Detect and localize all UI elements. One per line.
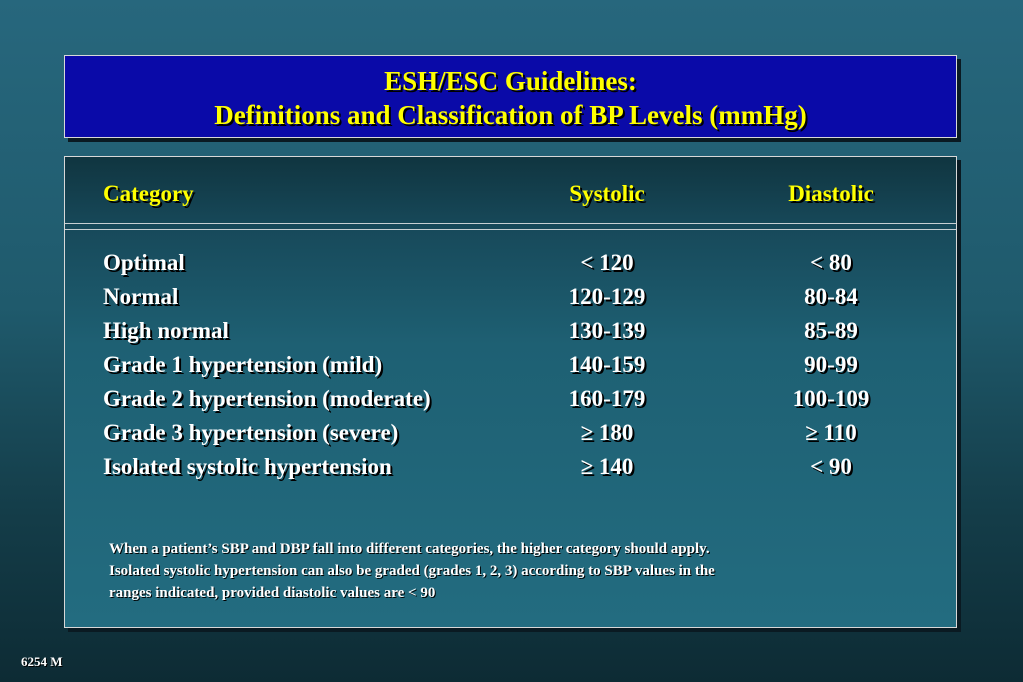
- row-systolic: < 120: [580, 250, 634, 275]
- header-divider-top: [65, 223, 956, 224]
- table-row: [65, 280, 956, 314]
- table-row: [65, 416, 956, 450]
- title-line-2: Definitions and Classification of BP Levels (mmHg): [214, 100, 807, 130]
- row-category: Grade 2 hypertension (moderate): [103, 386, 431, 411]
- row-category: High normal: [103, 318, 229, 343]
- row-diastolic: 80-84: [804, 284, 858, 309]
- header-diastolic: Diastolic: [788, 181, 874, 206]
- row-systolic: 130-139: [568, 318, 646, 343]
- slide-id: 6254 M: [21, 654, 63, 669]
- table-row: [65, 246, 956, 280]
- footnote: [109, 538, 899, 604]
- header-divider-bottom: [65, 229, 956, 230]
- title-line-1: ESH/ESC Guidelines:: [384, 66, 637, 96]
- table-row: [65, 450, 956, 484]
- header-systolic: Systolic: [569, 181, 645, 206]
- classification-table: [64, 156, 957, 628]
- header-category: Category: [103, 181, 194, 206]
- row-diastolic: ≥ 110: [805, 420, 857, 445]
- row-diastolic: 100-109: [792, 386, 870, 411]
- footnote-line-2: Isolated systolic hypertension can also be graded (grades 1, 2, 3) according to SBP values in the: [109, 563, 715, 579]
- row-diastolic: 90-99: [804, 352, 858, 377]
- footnote-line-3: ranges indicated, provided diastolic values are < 90: [109, 585, 436, 601]
- row-systolic: 140-159: [568, 352, 646, 377]
- row-diastolic: < 90: [810, 454, 852, 479]
- row-category: Grade 1 hypertension (mild): [103, 352, 383, 377]
- row-systolic: ≥ 140: [580, 454, 634, 479]
- row-category: Optimal: [103, 250, 185, 275]
- row-category: Grade 3 hypertension (severe): [103, 420, 399, 445]
- footnote-line-1: When a patient’s SBP and DBP fall into different categories, the higher category should apply.: [109, 541, 710, 557]
- row-diastolic: 85-89: [804, 318, 858, 343]
- row-systolic: ≥ 180: [580, 420, 634, 445]
- title-banner: [64, 55, 957, 138]
- row-diastolic: < 80: [810, 250, 852, 275]
- row-category: Normal: [103, 284, 179, 309]
- table-row: [65, 348, 956, 382]
- row-category: Isolated systolic hypertension: [103, 454, 392, 479]
- row-systolic: 120-129: [568, 284, 646, 309]
- row-systolic: 160-179: [568, 386, 646, 411]
- table-row: [65, 382, 956, 416]
- table-row: [65, 314, 956, 348]
